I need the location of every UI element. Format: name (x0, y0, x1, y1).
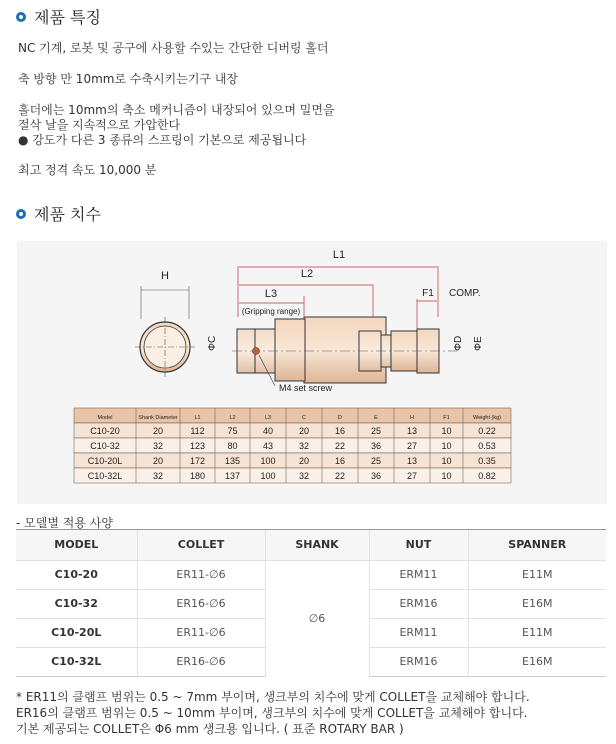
dim-label-f1: F1 (422, 288, 434, 299)
cell-model: C10-32 (16, 589, 137, 618)
spec-header-row (16, 530, 606, 560)
dim-table-cell: 20 (298, 426, 310, 436)
dim-table-header-cell: Model (97, 415, 113, 421)
feature-line-2: 축 방향 만 10mm로 수축시키는기구 내장 (18, 72, 239, 86)
note-3: 기본 제공되는 COLLET은 Φ6 mm 생크용 입니다. ( 표준 ROTARY BAR ) (16, 722, 404, 736)
dim-table-header-cell: F1 (443, 415, 450, 421)
dim-table-cell: 0.22 (478, 426, 496, 436)
header-collet: COLLET (137, 530, 265, 560)
dimensions-title (16, 202, 101, 225)
dim-table-cell: 16 (334, 426, 346, 436)
dim-table-cell: 172 (189, 456, 206, 466)
dim-table-cell: 36 (370, 441, 382, 451)
feature-line-4: 최고 정격 속도 10,000 분 (18, 163, 157, 177)
dim-table-cell: 75 (227, 426, 238, 436)
cell-spanner: E16M (468, 647, 606, 676)
dim-table-header-cell: E (374, 415, 378, 421)
dim-table-header-cell: D (338, 415, 342, 421)
header-spanner: SPANNER (468, 530, 606, 560)
header-model: MODEL (16, 530, 137, 560)
dim-table-cell: 0.82 (478, 471, 496, 481)
dim-table-cell: 25 (370, 456, 382, 466)
spec-caption: - 모델별 적용 사양 (16, 516, 113, 530)
dim-table-header-cell: C (302, 415, 306, 421)
dim-table-cell: C10-20L (87, 456, 123, 466)
cell-nut: ERM11 (369, 560, 468, 589)
cell-nut: ERM16 (369, 647, 468, 676)
dim-label-phid: ΦD (453, 335, 464, 351)
dim-table-cell: 135 (224, 456, 241, 466)
dim-table-cell: 22 (334, 441, 346, 451)
dim-table-header-cell: L2 (229, 415, 236, 421)
dim-table-cell: 25 (370, 426, 382, 436)
cell-spanner: E11M (468, 618, 606, 647)
dim-table-header-cell: L1 (194, 415, 201, 421)
dim-table-cell: 100 (260, 471, 276, 481)
dim-table-cell: 13 (406, 426, 418, 436)
dim-table-header-cell: Shank Diameter (138, 415, 178, 421)
dim-table-cell: 0.53 (478, 441, 496, 451)
dim-table-cell: 32 (152, 471, 164, 481)
dim-table-cell: 20 (298, 456, 310, 466)
dimension-figure (17, 241, 607, 504)
dim-table-cell: C10-32L (87, 471, 123, 481)
cell-model: C10-20L (16, 618, 137, 647)
dim-table-cell: 22 (334, 471, 346, 481)
cell-collet: ER16-∅6 (137, 647, 265, 676)
feature-line-3a: 홀더에는 10mm의 축소 메커니즘이 내장되어 있으며 밀면을 (18, 103, 335, 117)
dim-table-cell: 43 (262, 441, 274, 451)
dim-table-cell: 27 (406, 471, 418, 481)
feature-line-3b: 절삭 날을 지속적으로 가압한다 (18, 118, 181, 132)
dim-table-cell: 123 (189, 441, 206, 451)
dimension-drawing (17, 241, 607, 504)
dim-table-cell: 80 (227, 441, 238, 451)
features-title (16, 5, 101, 28)
bullet-icon (16, 209, 26, 219)
header-nut: NUT (369, 530, 468, 560)
dim-table-cell: 32 (298, 471, 310, 481)
dim-table-cell: 32 (152, 441, 164, 451)
cell-collet: ER11-∅6 (137, 618, 265, 647)
dim-table-cell: 27 (406, 441, 418, 451)
header-shank: SHANK (265, 530, 369, 560)
note-2: ER16의 클램프 범위는 0.5 ~ 10mm 부이며, 생크부의 치수에 맞게 COLLET을 교체해야 합니다. (16, 706, 528, 720)
dim-label-gripping: (Gripping range) (241, 307, 301, 316)
bullet-icon (16, 12, 26, 22)
table-row (16, 560, 606, 589)
dim-table-cell: 16 (334, 456, 346, 466)
dimensions-title-text: 제품 치수 (34, 205, 101, 224)
dim-table-cell: 100 (260, 456, 276, 466)
dim-label-l3: L3 (264, 288, 278, 300)
features-title-text: 제품 특징 (34, 8, 101, 27)
dim-table-cell: 20 (152, 426, 164, 436)
note-1: * ER11의 클램프 범위는 0.5 ~ 7mm 부이며, 생크부의 치수에 맞게 COLLET을 교체해야 합니다. (16, 690, 530, 704)
dim-label-phie: ΦE (473, 336, 484, 351)
end-view (135, 270, 195, 377)
dim-table-cell: 13 (406, 456, 418, 466)
dim-table-header-cell: H (410, 415, 414, 421)
cell-nut: ERM16 (369, 589, 468, 618)
dim-table-cell: C10-20 (90, 426, 120, 436)
cell-spanner: E11M (468, 560, 606, 589)
feature-line-3c: ● 강도가 다른 3 종류의 스프링이 기본으로 제공됩니다 (18, 133, 307, 147)
cell-collet: ER16-∅6 (137, 589, 265, 618)
cell-model: C10-20 (16, 560, 137, 589)
dim-label-l1: L1 (332, 249, 346, 261)
dimension-table (74, 408, 511, 483)
dim-table-cell: 10 (441, 471, 452, 481)
dim-table-cell: 36 (370, 471, 382, 481)
dim-table-cell: C10-32 (90, 441, 120, 451)
cell-collet: ER11-∅6 (137, 560, 265, 589)
dim-label-comp: COMP. (449, 288, 481, 299)
dim-label-setscrew: M4 set screw (279, 383, 333, 393)
cell-nut: ERM11 (369, 618, 468, 647)
dim-table-header-cell: L3 (264, 415, 272, 421)
dim-table-cell: 10 (441, 456, 452, 466)
dim-table-cell: 10 (441, 426, 452, 436)
dim-table-header-cell: Weight (kg) (472, 415, 502, 421)
feature-line-1: NC 기계, 로봇 및 공구에 사용할 수있는 간단한 디버링 홀더 (18, 41, 329, 55)
dim-label-h: H (161, 270, 169, 282)
dim-table-cell: 180 (189, 471, 206, 481)
dim-table-cell: 40 (262, 426, 274, 436)
dim-table-cell: 32 (298, 441, 310, 451)
dim-label-l2: L2 (300, 268, 314, 280)
dim-table-cell: 0.35 (478, 456, 496, 466)
dim-table-cell: 112 (190, 426, 205, 436)
dim-table-cell: 137 (224, 471, 241, 481)
dim-label-phic: ΦC (207, 335, 218, 351)
dim-table-cell: 20 (152, 456, 164, 466)
cell-model: C10-32L (16, 647, 137, 676)
spec-table (16, 530, 606, 677)
cell-spanner: E16M (468, 589, 606, 618)
dim-table-cell: 10 (441, 441, 452, 451)
cell-shank: ∅6 (265, 560, 369, 676)
side-view (232, 317, 457, 383)
